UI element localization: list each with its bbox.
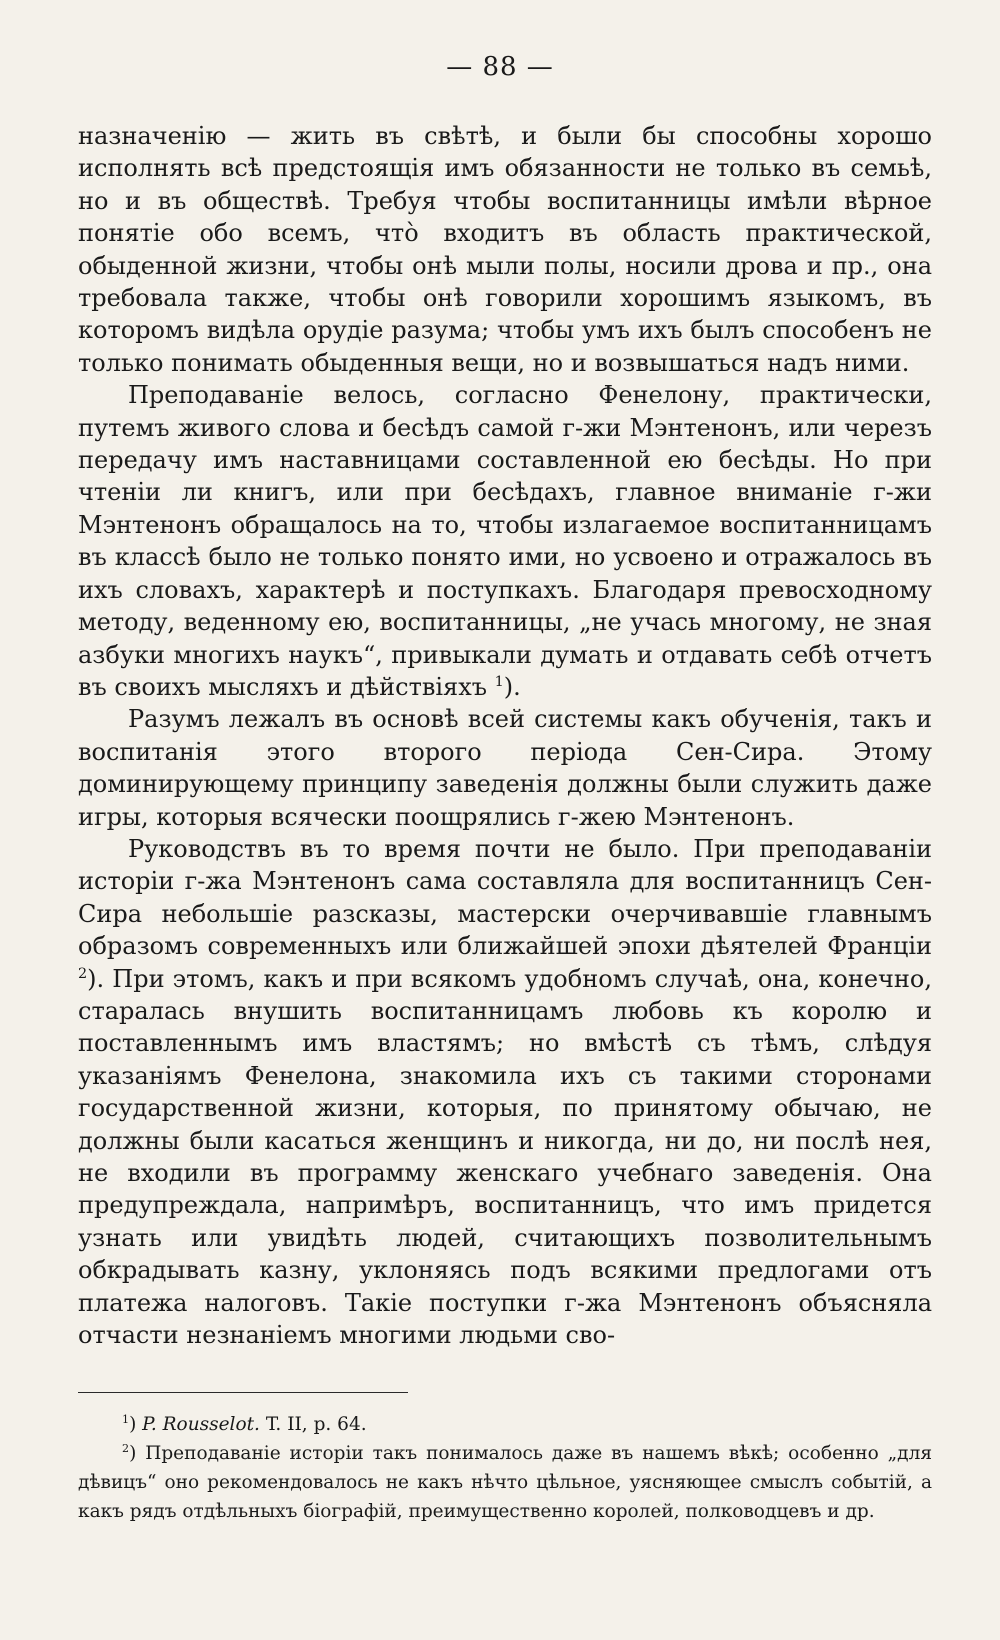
footnote-marker: 1 (122, 1412, 130, 1426)
paragraph: назначенію — жить въ свѣтѣ, и были бы способны хорошо исполнять всѣ предстоящія имъ обязанности не только въ семьѣ, но и въ обществѣ. Требуя чтобы воспитанницы имѣли вѣрное понятіе обо всемъ, что̀ входитъ въ область практической, обыденной жизни, чтобы онѣ мыли полы, носили дрова и пр., она требовала также, чтобы онѣ говорили хорошимъ языкомъ, въ которомъ видѣла орудіе разума; чтобы умъ ихъ былъ способенъ не только понимать обыденныя вещи, но и возвышаться надъ ними. (78, 122, 932, 377)
footnote-2: $^2$) Преподаваніе исторіи такъ понималось даже въ нашемъ вѣкѣ; особенно „для дѣвицъ“ оно рекомендовалось не какъ нѣчто цѣльное, уясняющее смыслъ событій, а какъ рядъ отдѣльныхъ біографій, преимущественно королей, полководцевъ и др. (78, 1441, 932, 1522)
footnotes (78, 1410, 932, 1526)
paragraph: Руководствъ въ то время почти не было. При преподаваніи исторіи г-жа Мэнтенонъ сама составляла для воспитанницъ Сен-Сира небольшіе разсказы, мастерски очерчивавшіе главнымъ образомъ современныхъ или ближайшей эпохи дѣятелей Франціи $^2$). При этомъ, какъ и при всякомъ удобномъ случаѣ, она, конечно, старалась внушить воспитанницамъ любовь къ королю и поставленнымъ имъ властямъ; но вмѣстѣ съ тѣмъ, слѣдуя указаніямъ Фенелона, знакомила ихъ съ такими сторонами государственной жизни, которыя, по принятому обычаю, не должны были касаться женщинъ и никогда, ни до, ни послѣ нея, не входили въ программу женскаго учебнаго заведенія. Она предупреждала, напримѣръ, воспитанницъ, что имъ придется узнать или увидѣть людей, считающихъ позволительнымъ обкрадывать казну, уклоняясь подъ всякими предлогами отъ платежа налоговъ. Такіе поступки г-жа Мэнтенонъ объясняла отчасти незнаніемъ многими людьми сво- (78, 834, 932, 1350)
body-text (78, 120, 932, 1351)
footnote-ref[interactable]: 1 (494, 673, 504, 690)
paragraph: Разумъ лежалъ въ основѣ всей системы какъ обученія, такъ и воспитанія этого второго періода Сен-Сира. Этому доминирующему принципу заведенія должны были служить даже игры, которыя всячески поощрялись г-жею Мэнтенонъ. (78, 705, 932, 831)
footnote-1: $^1$) P. Rousselot. T. II, p. 64. (122, 1412, 367, 1435)
footnote-divider (78, 1392, 408, 1393)
footnote-author: P. Rousselot. (142, 1414, 260, 1435)
page-number: — 88 — (446, 52, 554, 82)
footnote-ref[interactable]: 2 (78, 965, 88, 982)
footnote-marker: 2 (122, 1441, 130, 1455)
paragraph: Преподаваніе велось, согласно Фенелону, практически, путемъ живого слова и бесѣдъ самой г-жи Мэнтенонъ, или черезъ передачу имъ наставницами составленной ею бесѣды. Но при чтеніи ли книгъ, или при бесѣдахъ, главное вниманіе г-жи Мэнтенонъ обращалось на то, чтобы излагаемое воспитанницамъ въ классѣ было не только понято ими, но усвоено и отражалось въ ихъ словахъ, характерѣ и поступкахъ. Благодаря превосходному методу, веденному ею, воспитанницы, „не учась многому, не зная азбуки многихъ наукъ“, привыкали думать и отдавать себѣ отчетъ въ своихъ мысляхъ и дѣйствіяхъ $^1$). (78, 381, 932, 701)
